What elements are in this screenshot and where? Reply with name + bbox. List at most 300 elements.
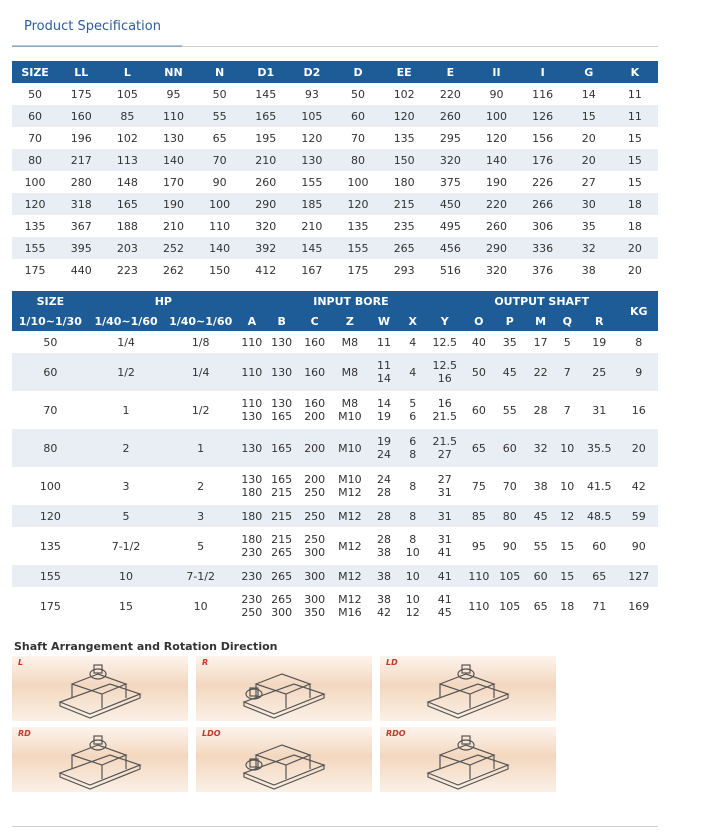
arrangement-label: LDO bbox=[202, 729, 221, 738]
bore-cell: 215 265 bbox=[271, 533, 293, 559]
spec-col-header: NN bbox=[150, 61, 196, 83]
spec-cell: 130 bbox=[162, 131, 184, 145]
bore-cell: 10 bbox=[556, 429, 579, 467]
bore-cell: 28 38 bbox=[376, 533, 391, 559]
bore-cell: 1/4 bbox=[117, 335, 135, 349]
spec-col-header: D bbox=[335, 61, 381, 83]
bore-sub-header: W bbox=[368, 311, 400, 331]
spec-cell: 140 bbox=[197, 237, 243, 259]
spec-cell: 11 bbox=[612, 105, 658, 127]
spec-cell: 35 bbox=[581, 219, 596, 233]
spec-cell: 190 bbox=[485, 175, 507, 189]
bore-cell: 110 bbox=[241, 335, 263, 349]
spec-cell: 55 bbox=[197, 105, 243, 127]
spec-cell: 210 bbox=[301, 219, 323, 233]
bore-cell: M12 M16 bbox=[338, 593, 362, 619]
spec-cell: 318 bbox=[58, 193, 104, 215]
spec-cell: 175 bbox=[70, 87, 92, 101]
bore-cell: 1/2 bbox=[89, 353, 164, 391]
spec-cell: 336 bbox=[520, 237, 566, 259]
bore-cell: 31 bbox=[426, 505, 464, 527]
bore-cell: 8 bbox=[635, 335, 643, 349]
spec-cell: 95 bbox=[166, 87, 181, 101]
spec-cell: 145 bbox=[289, 237, 335, 259]
bore-cell: M12 bbox=[338, 539, 362, 553]
bore-cell: 5 bbox=[197, 539, 205, 553]
bore-cell: 55 bbox=[502, 403, 517, 417]
bore-cell: 48.5 bbox=[579, 505, 620, 527]
arrangement-cell bbox=[12, 656, 188, 721]
spec-cell: 235 bbox=[393, 219, 415, 233]
spec-cell: 80 bbox=[335, 149, 381, 171]
bore-cell: 165 bbox=[266, 429, 298, 467]
spec-cell: 260 bbox=[485, 219, 507, 233]
bore-cell: 22 bbox=[526, 353, 556, 391]
spec-cell: 70 bbox=[351, 131, 366, 145]
spec-cell: 170 bbox=[162, 175, 184, 189]
bore-cell: 165 215 bbox=[271, 473, 293, 499]
spec-cell: 190 bbox=[150, 193, 196, 215]
spec-cell: 18 bbox=[627, 219, 642, 233]
bore-cell: 45 bbox=[526, 505, 556, 527]
bore-cell: 135 bbox=[39, 539, 61, 553]
spec-cell: 105 bbox=[289, 105, 335, 127]
table-row bbox=[12, 527, 658, 565]
bore-cell: 18 bbox=[560, 599, 575, 613]
spec-cell: 252 bbox=[150, 237, 196, 259]
bore-cell: 16 21.5 bbox=[432, 397, 457, 423]
bore-cell: 300 bbox=[298, 565, 332, 587]
spec-col-header: LL bbox=[58, 61, 104, 83]
bore-cell: 60 bbox=[12, 353, 89, 391]
table-row bbox=[12, 467, 658, 505]
spec-cell: 11 bbox=[627, 87, 642, 101]
spec-cell: 93 bbox=[304, 87, 319, 101]
bore-cell: 65 bbox=[533, 599, 548, 613]
bore-cell: 12.5 16 bbox=[426, 353, 464, 391]
spec-cell: 265 bbox=[381, 237, 427, 259]
bore-cell: 127 bbox=[620, 565, 658, 587]
spec-cell: 20 bbox=[566, 149, 612, 171]
bore-cell: 1 bbox=[122, 403, 130, 417]
arrangement-label: R bbox=[202, 658, 209, 667]
bore-sub-header: R bbox=[579, 311, 620, 331]
spec-cell: 90 bbox=[489, 87, 504, 101]
spec-cell: 30 bbox=[566, 193, 612, 215]
bore-cell: 19 24 bbox=[368, 429, 400, 467]
bore-cell: 95 bbox=[471, 539, 486, 553]
spec-cell: 15 bbox=[566, 105, 612, 127]
spec-cell: 70 bbox=[197, 149, 243, 171]
spec-cell: 20 bbox=[612, 237, 658, 259]
bore-cell: 160 200 bbox=[304, 397, 326, 423]
size-group-header: SIZE bbox=[12, 291, 89, 311]
arrangement-title: Shaft Arrangement and Rotation Direction bbox=[14, 640, 278, 653]
arrangement-label: L bbox=[18, 658, 24, 667]
spec-cell: 140 bbox=[473, 149, 519, 171]
bore-cell: 38 42 bbox=[376, 593, 391, 619]
bore-cell: 15 bbox=[119, 599, 134, 613]
bore-cell: 250 300 bbox=[304, 533, 326, 559]
bore-cell: 120 bbox=[12, 505, 89, 527]
bore-cell: 130 bbox=[271, 335, 293, 349]
spec-cell: 100 bbox=[473, 105, 519, 127]
arrangement-cell bbox=[380, 727, 556, 792]
bore-cell: 27 31 bbox=[437, 473, 452, 499]
bore-sub-header: Z bbox=[332, 311, 368, 331]
bore-cell: 15 bbox=[556, 565, 579, 587]
bore-cell: 1/2 bbox=[191, 403, 210, 417]
spec-cell: 135 bbox=[347, 219, 369, 233]
spec-cell: 148 bbox=[116, 175, 138, 189]
spec-cell: 215 bbox=[381, 193, 427, 215]
bore-cell: 215 bbox=[266, 505, 298, 527]
bore-table bbox=[12, 291, 658, 625]
bore-cell: 32 bbox=[526, 429, 556, 467]
spec-cell: 50 bbox=[212, 87, 227, 101]
spec-cell: 50 bbox=[28, 87, 43, 101]
spec-cell: 110 bbox=[150, 105, 196, 127]
spec-cell: 180 bbox=[393, 175, 415, 189]
bore-cell: 10 bbox=[89, 565, 164, 587]
table-row bbox=[12, 587, 658, 625]
spec-cell: 375 bbox=[439, 175, 461, 189]
spec-cell: 203 bbox=[104, 237, 150, 259]
bore-cell: 12.5 bbox=[432, 335, 457, 349]
spec-cell: 120 bbox=[485, 131, 507, 145]
spec-cell: 306 bbox=[532, 219, 554, 233]
bore-cell: 110 bbox=[464, 565, 494, 587]
bore-cell: 1/8 bbox=[191, 335, 210, 349]
spec-cell: 167 bbox=[301, 263, 323, 277]
spec-cell: 195 bbox=[255, 131, 277, 145]
bore-cell: 175 bbox=[39, 599, 61, 613]
bore-cell: 300 350 bbox=[304, 593, 326, 619]
bore-cell: 31 41 bbox=[437, 533, 452, 559]
bore-cell: 2 bbox=[89, 429, 164, 467]
spec-cell: 196 bbox=[70, 131, 92, 145]
spec-cell: 226 bbox=[532, 175, 554, 189]
spec-cell: 155 bbox=[301, 175, 323, 189]
bore-cell: 8 10 bbox=[405, 533, 420, 559]
spec-col-header: D2 bbox=[289, 61, 335, 83]
spec-cell: 165 bbox=[104, 193, 150, 215]
spec-cell: 262 bbox=[162, 263, 184, 277]
spec-cell: 376 bbox=[532, 263, 554, 277]
bore-cell: 100 bbox=[39, 479, 61, 493]
spec-cell: 155 bbox=[335, 237, 381, 259]
bore-sub-header: Q bbox=[556, 311, 579, 331]
hp-group-header: HP bbox=[89, 291, 238, 311]
bore-cell: 65 bbox=[464, 429, 494, 467]
table-row bbox=[12, 259, 658, 281]
bore-cell: 41 bbox=[426, 565, 464, 587]
spec-cell: 156 bbox=[532, 131, 554, 145]
spec-cell: 160 bbox=[58, 105, 104, 127]
table-row bbox=[12, 149, 658, 171]
bore-cell: 6 8 bbox=[400, 429, 426, 467]
bore-cell: 1 bbox=[163, 429, 238, 467]
spec-cell: 15 bbox=[627, 131, 642, 145]
page-title: Product Specification bbox=[24, 19, 161, 34]
bore-sub-header: 1/10~1/30 bbox=[12, 311, 89, 331]
table-row bbox=[12, 83, 658, 105]
bore-cell: 28 bbox=[533, 403, 548, 417]
bore-cell: 24 28 bbox=[376, 473, 391, 499]
spec-cell: 320 bbox=[427, 149, 473, 171]
spec-cell: 100 bbox=[197, 193, 243, 215]
spec-cell: 120 bbox=[381, 105, 427, 127]
input-bore-group-header: INPUT BORE bbox=[238, 291, 464, 311]
bore-cell: M12 bbox=[332, 565, 368, 587]
bore-sub-header: C bbox=[298, 311, 332, 331]
bore-sub-header: A bbox=[238, 311, 266, 331]
bore-cell: 130 bbox=[238, 429, 266, 467]
bore-cell: 41 45 bbox=[437, 593, 452, 619]
spec-cell: 495 bbox=[439, 219, 461, 233]
table-row bbox=[12, 391, 658, 429]
spec-cell: 15 bbox=[612, 149, 658, 171]
spec-col-header: L bbox=[104, 61, 150, 83]
bore-cell: 71 bbox=[592, 599, 607, 613]
bore-cell: 7-1/2 bbox=[111, 539, 141, 553]
bore-sub-header: 1/40~1/60 bbox=[163, 311, 238, 331]
bore-cell: 16 bbox=[631, 403, 646, 417]
spec-cell: 220 bbox=[473, 193, 519, 215]
bore-cell: 11 bbox=[376, 335, 391, 349]
bore-cell: 200 250 bbox=[304, 473, 326, 499]
bore-cell: 110 bbox=[468, 599, 490, 613]
spec-cell: 145 bbox=[255, 87, 277, 101]
spec-cell: 120 bbox=[335, 193, 381, 215]
bore-sub-header: B bbox=[266, 311, 298, 331]
spec-cell: 210 bbox=[243, 149, 289, 171]
output-shaft-group-header: OUTPUT SHAFT bbox=[464, 291, 620, 311]
bore-cell: 25 bbox=[579, 353, 620, 391]
spec-cell: 60 bbox=[12, 105, 58, 127]
table-row bbox=[12, 565, 658, 587]
bore-cell: 10 12 bbox=[405, 593, 420, 619]
spec-cell: 140 bbox=[150, 149, 196, 171]
spec-cell: 102 bbox=[393, 87, 415, 101]
bore-cell: 80 bbox=[12, 429, 89, 467]
bore-sub-header: P bbox=[494, 311, 526, 331]
bore-cell: 105 bbox=[499, 599, 521, 613]
bore-cell: 180 bbox=[238, 505, 266, 527]
table-row bbox=[12, 505, 658, 527]
bore-cell: 155 bbox=[12, 565, 89, 587]
bore-cell: 7 bbox=[556, 353, 579, 391]
bore-cell: 17 bbox=[533, 335, 548, 349]
spec-cell: 456 bbox=[427, 237, 473, 259]
bore-cell: M8 M10 bbox=[338, 397, 362, 423]
bore-cell: 85 bbox=[464, 505, 494, 527]
spec-cell: 440 bbox=[70, 263, 92, 277]
bore-cell: 90 bbox=[631, 539, 646, 553]
bore-cell: 90 bbox=[502, 539, 517, 553]
bore-cell: 250 bbox=[298, 505, 332, 527]
table-row bbox=[12, 215, 658, 237]
bore-cell: 160 bbox=[304, 335, 326, 349]
bore-cell: 10 bbox=[193, 599, 208, 613]
spec-cell: 20 bbox=[627, 263, 642, 277]
arrangement-cell bbox=[196, 727, 372, 792]
spec-cell: 27 bbox=[581, 175, 596, 189]
spec-cell: 150 bbox=[381, 149, 427, 171]
spec-cell: 116 bbox=[532, 87, 554, 101]
spec-cell: 295 bbox=[439, 131, 461, 145]
spec-cell: 260 bbox=[427, 105, 473, 127]
bore-cell: 60 bbox=[526, 565, 556, 587]
spec-cell: 392 bbox=[243, 237, 289, 259]
bore-cell: 265 bbox=[266, 565, 298, 587]
bore-cell: 60 bbox=[592, 539, 607, 553]
spec-cell: 135 bbox=[393, 131, 415, 145]
bore-cell: 5 bbox=[563, 335, 571, 349]
spec-cell: 176 bbox=[520, 149, 566, 171]
bore-cell: 110 bbox=[238, 353, 266, 391]
bore-cell: 45 bbox=[494, 353, 526, 391]
spec-cell: 130 bbox=[289, 149, 335, 171]
bore-cell: 38 bbox=[533, 479, 548, 493]
bore-cell: M12 bbox=[332, 505, 368, 527]
bore-cell: 3 bbox=[122, 479, 130, 493]
spec-cell: 65 bbox=[212, 131, 227, 145]
spec-cell: 293 bbox=[393, 263, 415, 277]
table-row bbox=[12, 171, 658, 193]
bore-cell: M10 M12 bbox=[338, 473, 362, 499]
spec-cell: 395 bbox=[58, 237, 104, 259]
spec-cell: 18 bbox=[612, 193, 658, 215]
table-row bbox=[12, 429, 658, 467]
bore-cell: 31 bbox=[592, 403, 607, 417]
bore-cell: 200 bbox=[298, 429, 332, 467]
table-row bbox=[12, 127, 658, 149]
bore-cell: 40 bbox=[471, 335, 486, 349]
bore-cell: 70 bbox=[43, 403, 58, 417]
spec-cell: 150 bbox=[209, 263, 231, 277]
bore-cell: 55 bbox=[533, 539, 548, 553]
spec-cell: 15 bbox=[627, 175, 642, 189]
bore-cell: 3 bbox=[163, 505, 238, 527]
dimension-table bbox=[12, 61, 658, 281]
spec-cell: 450 bbox=[427, 193, 473, 215]
bore-cell: 180 230 bbox=[241, 533, 263, 559]
table-row bbox=[12, 105, 658, 127]
arrangement-cell bbox=[196, 656, 372, 721]
bore-cell: 230 250 bbox=[241, 593, 263, 619]
bore-cell: 50 bbox=[464, 353, 494, 391]
bore-cell: 4 bbox=[400, 353, 426, 391]
bore-cell: 160 bbox=[298, 353, 332, 391]
bore-cell: 10 bbox=[400, 565, 426, 587]
bore-cell: 19 bbox=[592, 335, 607, 349]
spec-cell: 38 bbox=[581, 263, 596, 277]
bore-cell: M8 bbox=[341, 335, 359, 349]
bore-sub-header: O bbox=[464, 311, 494, 331]
spec-cell: 217 bbox=[58, 149, 104, 171]
bore-cell: 4 bbox=[409, 335, 417, 349]
bore-cell: 35.5 bbox=[579, 429, 620, 467]
bore-sub-header: X bbox=[400, 311, 426, 331]
spec-cell: 126 bbox=[520, 105, 566, 127]
table-row bbox=[12, 237, 658, 259]
spec-cell: 20 bbox=[581, 131, 596, 145]
spec-cell: 175 bbox=[347, 263, 369, 277]
bore-cell: 20 bbox=[620, 429, 658, 467]
spec-cell: 260 bbox=[255, 175, 277, 189]
spec-cell: 85 bbox=[104, 105, 150, 127]
spec-cell: 120 bbox=[12, 193, 58, 215]
spec-cell: 135 bbox=[24, 219, 46, 233]
spec-cell: 516 bbox=[439, 263, 461, 277]
spec-col-header: II bbox=[473, 61, 519, 83]
spec-cell: 210 bbox=[162, 219, 184, 233]
bore-cell: 60 bbox=[471, 403, 486, 417]
bore-cell: M10 bbox=[332, 429, 368, 467]
arrangement-cell bbox=[12, 727, 188, 792]
spec-col-header: I bbox=[520, 61, 566, 83]
bore-cell: 1/4 bbox=[163, 353, 238, 391]
bore-cell: 10 bbox=[560, 479, 575, 493]
spec-cell: 223 bbox=[116, 263, 138, 277]
arrangement-label: RD bbox=[18, 729, 31, 738]
spec-cell: 165 bbox=[243, 105, 289, 127]
spec-col-header: D1 bbox=[243, 61, 289, 83]
spec-cell: 320 bbox=[255, 219, 277, 233]
bore-cell: 14 19 bbox=[376, 397, 391, 423]
spec-cell: 100 bbox=[347, 175, 369, 189]
spec-col-header: K bbox=[612, 61, 658, 83]
arrangement-cell bbox=[380, 656, 556, 721]
spec-col-header: G bbox=[566, 61, 612, 83]
bottom-divider bbox=[12, 826, 658, 827]
spec-col-header: SIZE bbox=[12, 61, 58, 83]
spec-cell: 175 bbox=[24, 263, 46, 277]
bore-cell: 41.5 bbox=[587, 479, 612, 493]
spec-cell: 70 bbox=[28, 131, 43, 145]
bore-cell: 2 bbox=[197, 479, 205, 493]
bore-cell: 12 bbox=[556, 505, 579, 527]
kg-header: KG bbox=[620, 291, 658, 331]
spec-cell: 60 bbox=[335, 105, 381, 127]
spec-cell: 220 bbox=[439, 87, 461, 101]
spec-cell: 105 bbox=[116, 87, 138, 101]
spec-cell: 90 bbox=[212, 175, 227, 189]
table-row bbox=[12, 193, 658, 215]
bore-cell: 8 bbox=[409, 479, 417, 493]
table-row bbox=[12, 353, 658, 391]
spec-cell: 266 bbox=[520, 193, 566, 215]
bore-cell: 130 bbox=[266, 353, 298, 391]
spec-cell: 188 bbox=[116, 219, 138, 233]
bore-cell: 230 bbox=[238, 565, 266, 587]
bore-cell: 75 bbox=[471, 479, 486, 493]
bore-cell: 8 bbox=[400, 505, 426, 527]
bore-sub-header: Y bbox=[426, 311, 464, 331]
spec-cell: 155 bbox=[12, 237, 58, 259]
bore-cell: 9 bbox=[620, 353, 658, 391]
spec-cell: 185 bbox=[289, 193, 335, 215]
bore-cell: 80 bbox=[494, 505, 526, 527]
arrangement-label: RDO bbox=[386, 729, 406, 738]
bore-cell: 65 bbox=[579, 565, 620, 587]
spec-cell: 102 bbox=[116, 131, 138, 145]
spec-cell: 110 bbox=[209, 219, 231, 233]
bore-sub-header: M bbox=[526, 311, 556, 331]
spec-cell: 412 bbox=[255, 263, 277, 277]
spec-col-header: E bbox=[427, 61, 473, 83]
